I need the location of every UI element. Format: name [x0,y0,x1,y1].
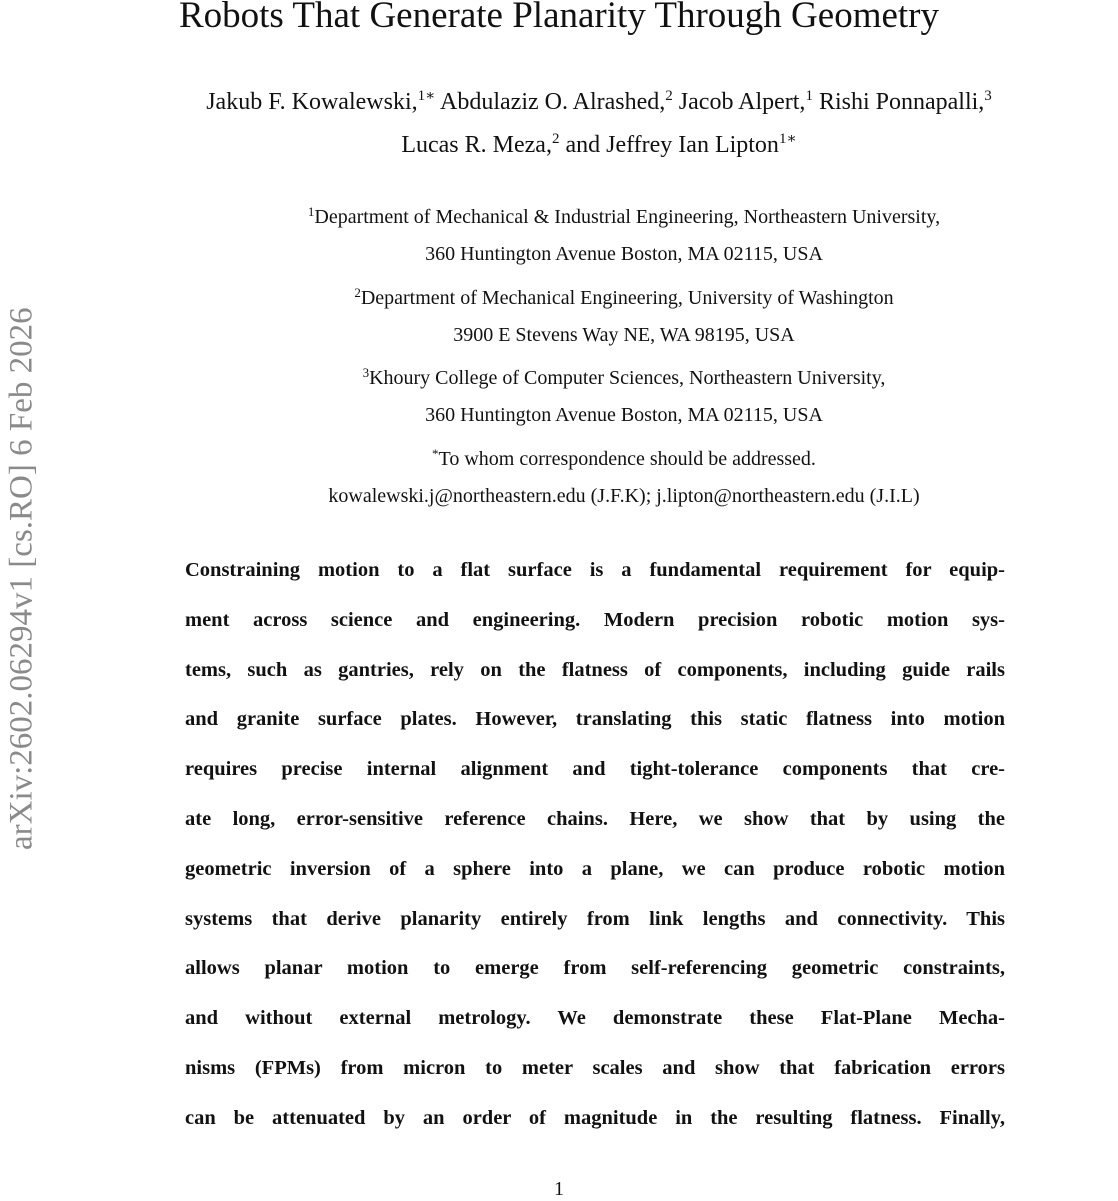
arxiv-stamp: arXiv:2602.06294v1 [cs.RO] 6 Feb 2026 [3,307,40,850]
abstract-line: nisms (FPMs) from micron to meter scales and show that fabrication errors [185,1056,1005,1079]
abstract-line: requires precise internal alignment and tight-tolerance components that cre- [185,758,1005,781]
author-name: Lucas R. Meza, [401,132,552,158]
author-marks: 1 [805,88,813,104]
abstract-line: allows planar motion to emerge from self-referencing geometric constraints, [185,957,1005,980]
author-marks: 3 [984,88,992,104]
correspondence-emails: kowalewski.j@northeastern.edu (J.F.K); j.lipton@northeastern.edu (J.I.L) [328,485,920,508]
affiliation-mark: 3 [362,365,370,381]
abstract-line: and without external metrology. We demonstrate these Flat-Plane Mecha- [185,1007,1005,1030]
affiliations [130,193,1118,515]
affiliation-text: Khoury College of Computer Sciences, Northeastern University, [369,367,886,390]
author-marks: 1∗ [778,131,797,147]
author-marks: 1∗ [417,88,436,104]
page-number: 1 [554,1178,564,1200]
author-line-1 [80,78,1118,121]
correspondence-mark: * [432,445,439,461]
abstract-line: and granite surface plates. However, translating this static flatness into motion [185,708,1005,731]
abstract-line: systems that derive planarity entirely from link lengths and connectivity. This [185,907,1005,930]
affiliation-mark: 2 [354,284,361,300]
abstract-line: tems, such as gantries, rely on the flatness of components, including guide rails [185,658,1005,681]
author-name: Abdulaziz O. Alrashed, [440,89,666,115]
abstract-line: can be attenuated by an order of magnitude in the resulting flatness. Finally, [185,1106,1005,1129]
author-marks: 2 [551,131,560,147]
author-name: Jacob Alpert, [678,89,806,115]
abstract [185,546,1005,1144]
paper-title: Robots That Generate Planarity Through Geometry [178,0,940,36]
correspondence-note [130,435,1118,478]
affiliation-address: 3900 E Stevens Way NE, WA 98195, USA [453,323,795,346]
author-name: Jakub F. Kowalewski, [206,89,418,115]
affiliation-mark: 1 [307,204,315,219]
author-name: Rishi Ponnapalli, [818,89,985,115]
abstract-line: geometric inversion of a sphere into a plane, we can produce robotic motion [185,857,1005,880]
author-list [80,78,1118,164]
author-line-2 [80,121,1118,164]
abstract-line: ate long, error-sensitive reference chains. Here, we show that by using the [185,807,1005,830]
affiliation-address: 360 Huntington Avenue Boston, MA 02115, USA [425,243,823,266]
abstract-line: Constraining motion to a flat surface is a fundamental requirement for equip- [185,559,1005,581]
affiliation-text: Department of Mechanical & Industrial Engineering, Northeastern University, [314,206,941,228]
affiliation-line [130,193,1118,236]
author-marks: 2 [665,88,673,104]
affiliation-text: Department of Mechanical Engineering, University of Washington [360,286,894,309]
affiliation-line [130,274,1118,317]
correspondence-text: To whom correspondence should be addressed. [438,447,816,470]
affiliation-line [130,354,1118,397]
abstract-line: ment across science and engineering. Modern precision robotic motion sys- [185,608,1005,631]
affiliation-address: 360 Huntington Avenue Boston, MA 02115, USA [425,404,823,427]
author-name: and Jeffrey Ian Lipton [565,132,779,158]
